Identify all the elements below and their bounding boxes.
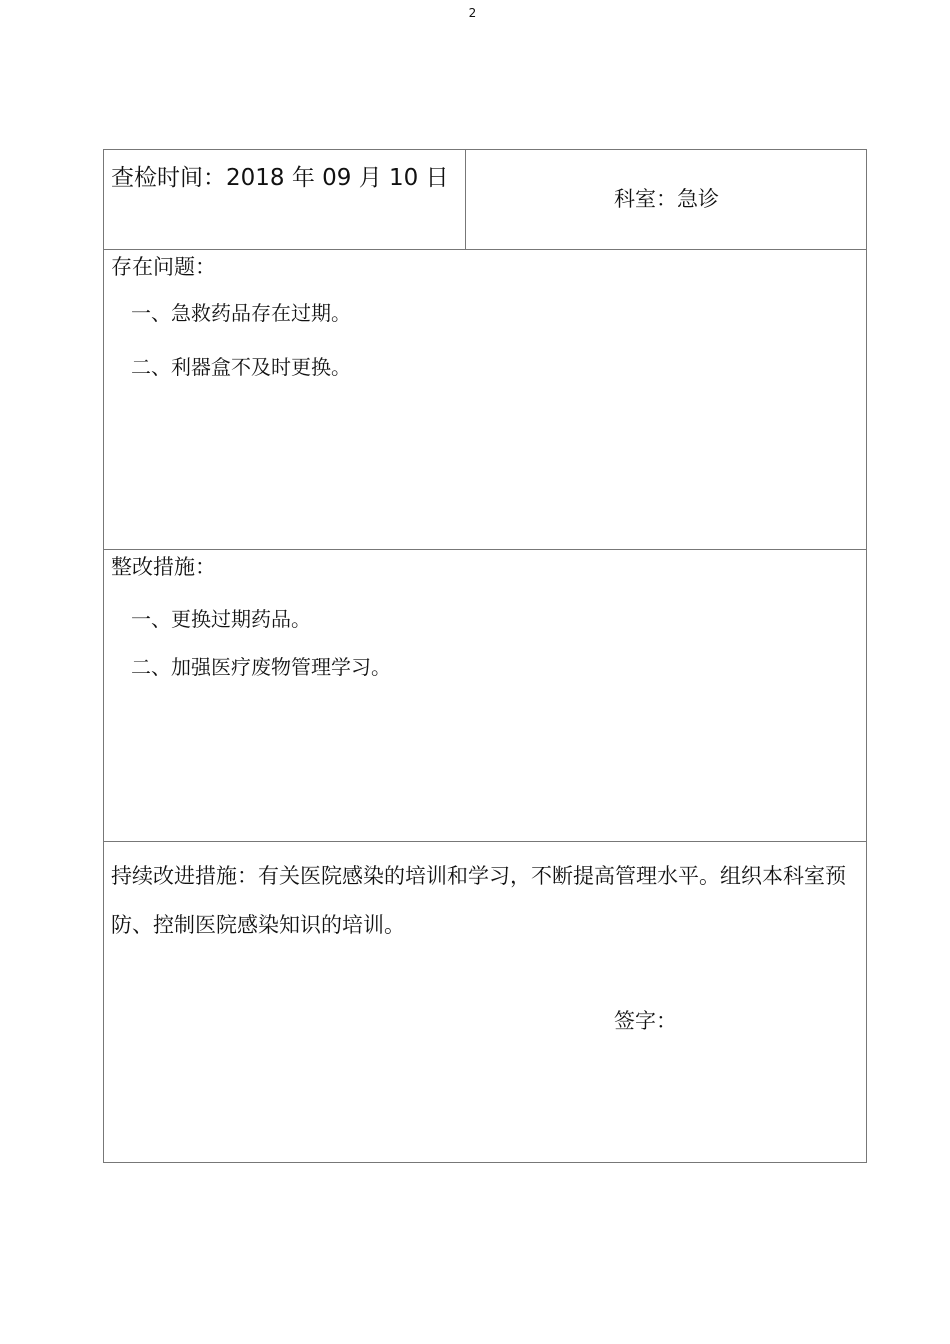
measures-heading: 整改措施： <box>111 555 216 579</box>
problems-section <box>104 250 866 550</box>
page-number: 2 <box>468 6 477 20</box>
inspection-date-cell: 查检时间：2018 年 09 月 10 日 <box>104 150 466 249</box>
problem-item: 一、急救药品存在过期。 <box>131 301 351 325</box>
continuous-improvement-section <box>104 842 866 1162</box>
measure-item: 一、更换过期药品。 <box>131 607 311 631</box>
problem-item: 二、利器盒不及时更换。 <box>131 355 351 379</box>
measures-section <box>104 550 866 842</box>
problems-heading: 存在问题： <box>111 255 216 279</box>
department-cell: 科室：急诊 <box>614 187 719 211</box>
inspection-form-table <box>103 149 867 1163</box>
signature-label: 签字： <box>614 1009 677 1033</box>
measure-item: 二、加强医疗废物管理学习。 <box>131 655 391 679</box>
continuous-improvement-text: 持续改进措施：有关医院感染的培训和学习，不断提高管理水平。组织本科室预防、控制医院感染知识的培训。 <box>111 864 846 937</box>
form-header-row <box>104 150 866 250</box>
